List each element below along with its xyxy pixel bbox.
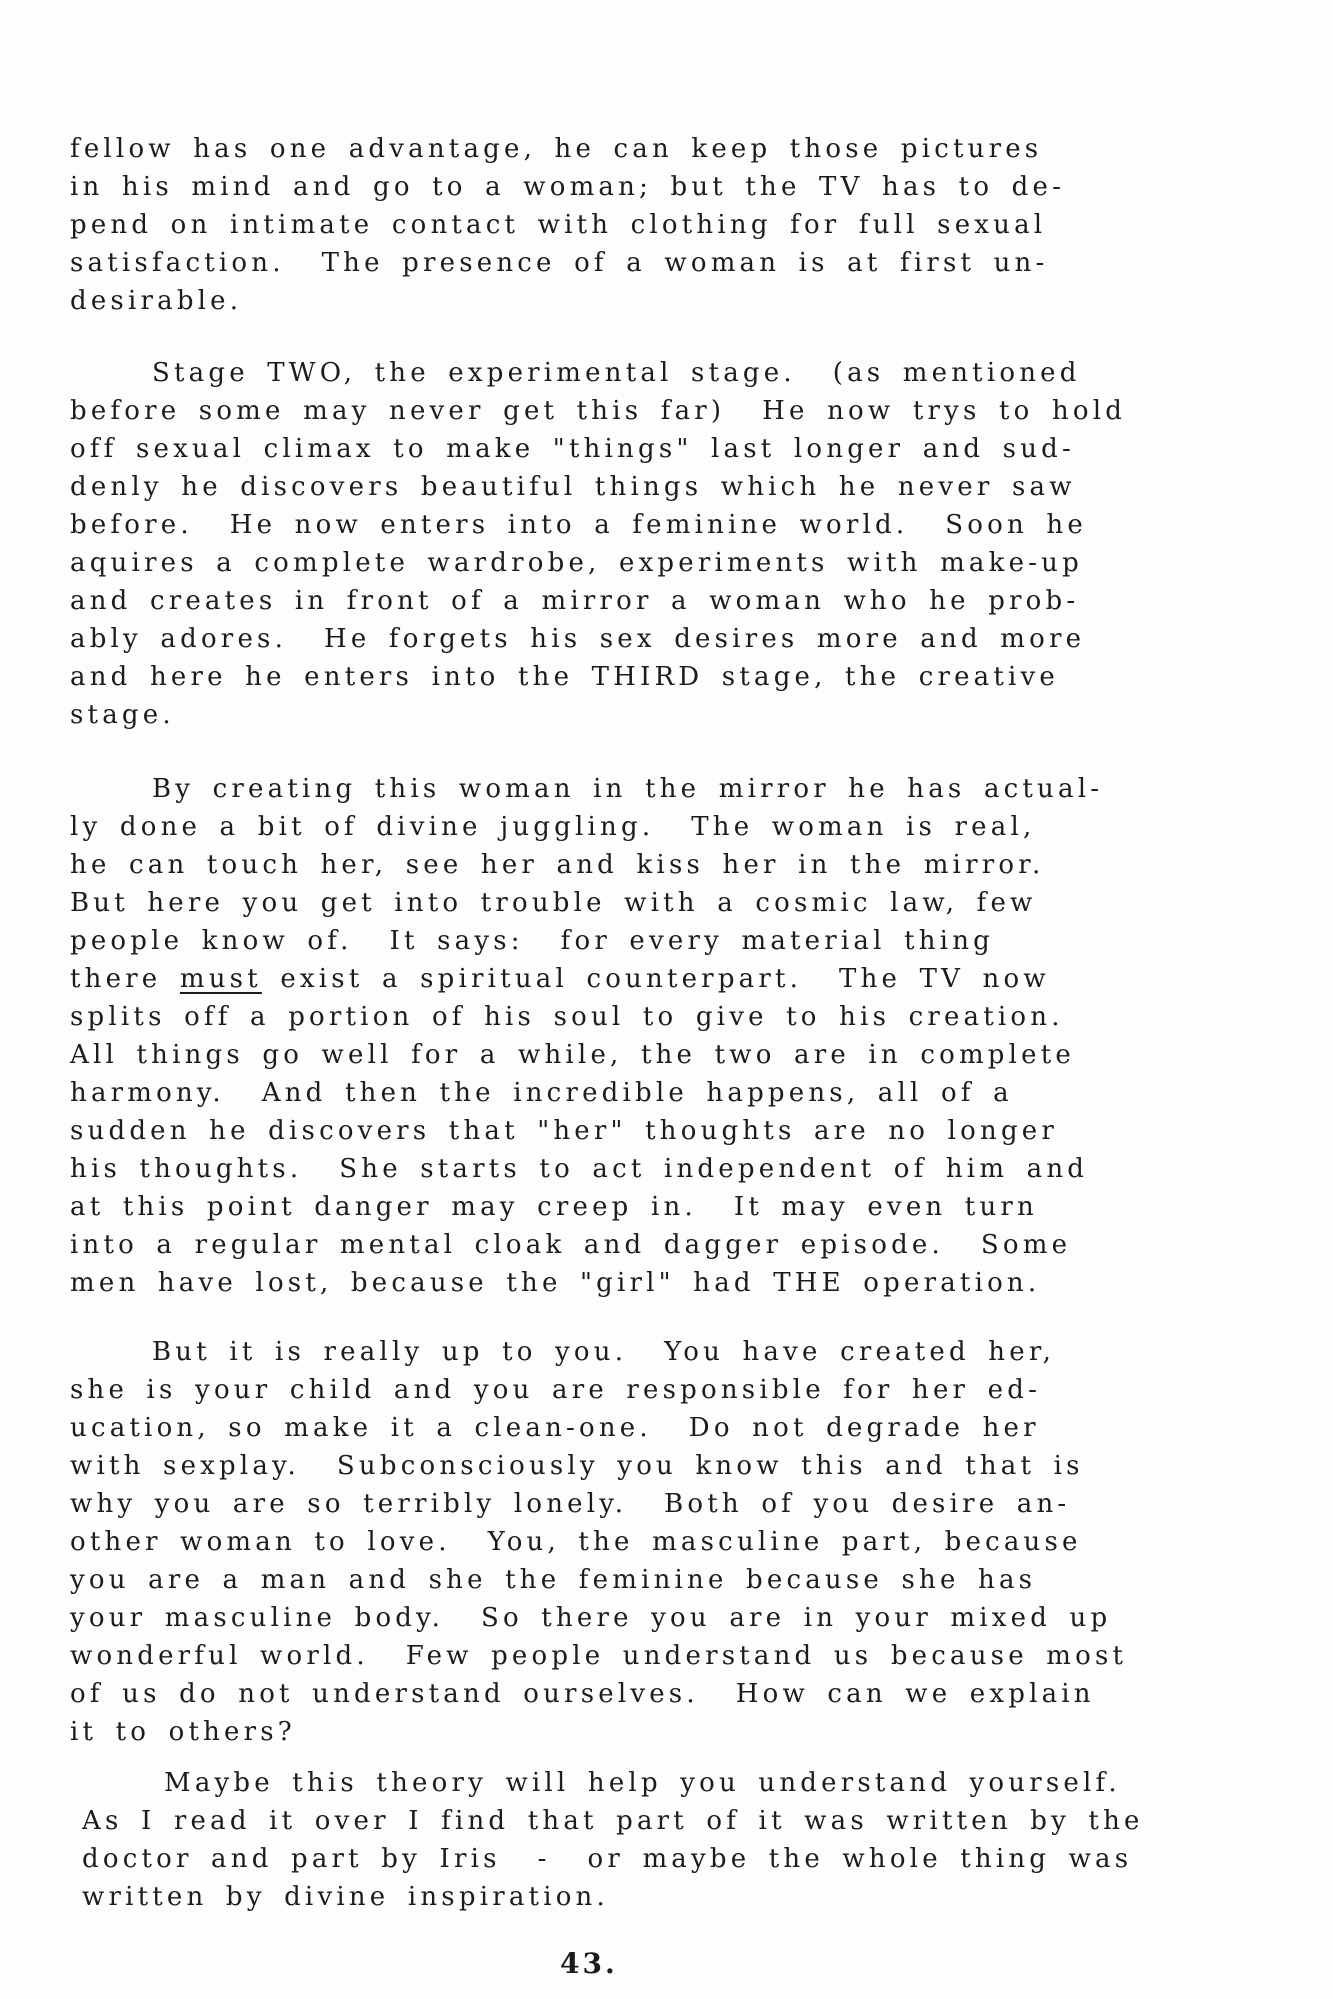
text-line: ably adores. He forgets his sex desires more and more — [70, 624, 1086, 654]
text-line: into a regular mental cloak and dagger episode. Some — [70, 1230, 1072, 1260]
text-line: of us do not understand ourselves. How can we explain — [70, 1679, 1095, 1709]
paragraph-2 — [70, 354, 1150, 734]
text-fragment: there — [70, 964, 180, 994]
text-line: in his mind and go to a woman; but the TV has to de- — [70, 172, 1066, 202]
text-line: with sexplay. Subconsciously you know this and that is — [70, 1451, 1084, 1481]
underlined-word: must — [179, 964, 262, 994]
text-line: desirable. — [70, 286, 243, 316]
text-line: ucation, so make it a clean-one. Do not degrade her — [70, 1413, 1040, 1443]
text-line: she is your child and you are responsible for her ed- — [70, 1375, 1042, 1405]
text-line: satisfaction. The presence of a woman is at first un- — [70, 248, 1049, 278]
text-line: stage. — [70, 700, 175, 730]
text-line: at this point danger may creep in. It may even turn — [70, 1192, 1038, 1222]
text-line: harmony. And then the incredible happens, all of a — [70, 1078, 1013, 1108]
text-line: wonderful world. Few people understand us because most — [70, 1641, 1128, 1671]
text-line: pend on intimate contact with clothing for full sexual — [70, 210, 1047, 240]
text-line: people know of. It says: for every material thing — [70, 926, 994, 956]
text-fragment: exist a spiritual counterpart. The TV now — [261, 964, 1050, 994]
text-line: his thoughts. She starts to act independent of him and — [70, 1154, 1089, 1184]
text-line: he can touch her, see her and kiss her in the mirror. — [70, 850, 1045, 880]
text-line: But it is really up to you. You have created her, — [152, 1337, 1056, 1367]
text-line: written by divine inspiration. — [82, 1882, 609, 1912]
text-line: you are a man and she the feminine because she has — [70, 1565, 1037, 1595]
text-line: sudden he discovers that "her" thoughts are no longer — [70, 1116, 1058, 1146]
text-line: aquires a complete wardrobe, experiments with make-up — [70, 548, 1083, 578]
text-line: ly done a bit of divine juggling. The woman is real, — [70, 812, 1036, 842]
text-line: By creating this woman in the mirror he has actual- — [152, 774, 1104, 804]
text-line: other woman to love. You, the masculine part, because — [70, 1527, 1082, 1557]
text-line: fellow has one advantage, he can keep those pictures — [70, 134, 1043, 164]
text-line: Stage TWO, the experimental stage. (as mentioned — [152, 358, 1081, 388]
paragraph-5 — [82, 1764, 1162, 1916]
text-line: your masculine body. So there you are in your mixed up — [70, 1603, 1112, 1633]
text-line: and here he enters into the THIRD stage, the creative — [70, 662, 1060, 692]
text-line-with-underline — [70, 960, 1150, 998]
text-line: men have lost, because the "girl" had THE operation. — [70, 1268, 1041, 1298]
paragraph-4 — [70, 1333, 1150, 1751]
text-line: before. He now enters into a feminine world. Soon he — [70, 510, 1087, 540]
page-number: 43. — [560, 1947, 618, 1980]
text-line: doctor and part by Iris - or maybe the whole thing was — [82, 1844, 1133, 1874]
paragraph-3 — [70, 770, 1150, 1302]
text-line: denly he discovers beautiful things which he never saw — [70, 472, 1076, 502]
text-line: splits off a portion of his soul to give to his creation. — [70, 1002, 1064, 1032]
text-line: All things go well for a while, the two are in complete — [70, 1040, 1075, 1070]
text-line: before some may never get this far) He now trys to hold — [70, 396, 1127, 426]
text-line: As I read it over I find that part of it was written by the — [82, 1806, 1144, 1836]
text-line: it to others? — [70, 1717, 296, 1747]
text-line: Maybe this theory will help you understand yourself. — [164, 1768, 1121, 1798]
text-line: But here you get into trouble with a cosmic law, few — [70, 888, 1037, 918]
paragraph-1 — [70, 130, 1150, 320]
text-line: off sexual climax to make "things" last longer and sud- — [70, 434, 1075, 464]
text-line: and creates in front of a mirror a woman who he prob- — [70, 586, 1080, 616]
text-line: why you are so terribly lonely. Both of you desire an- — [70, 1489, 1071, 1519]
